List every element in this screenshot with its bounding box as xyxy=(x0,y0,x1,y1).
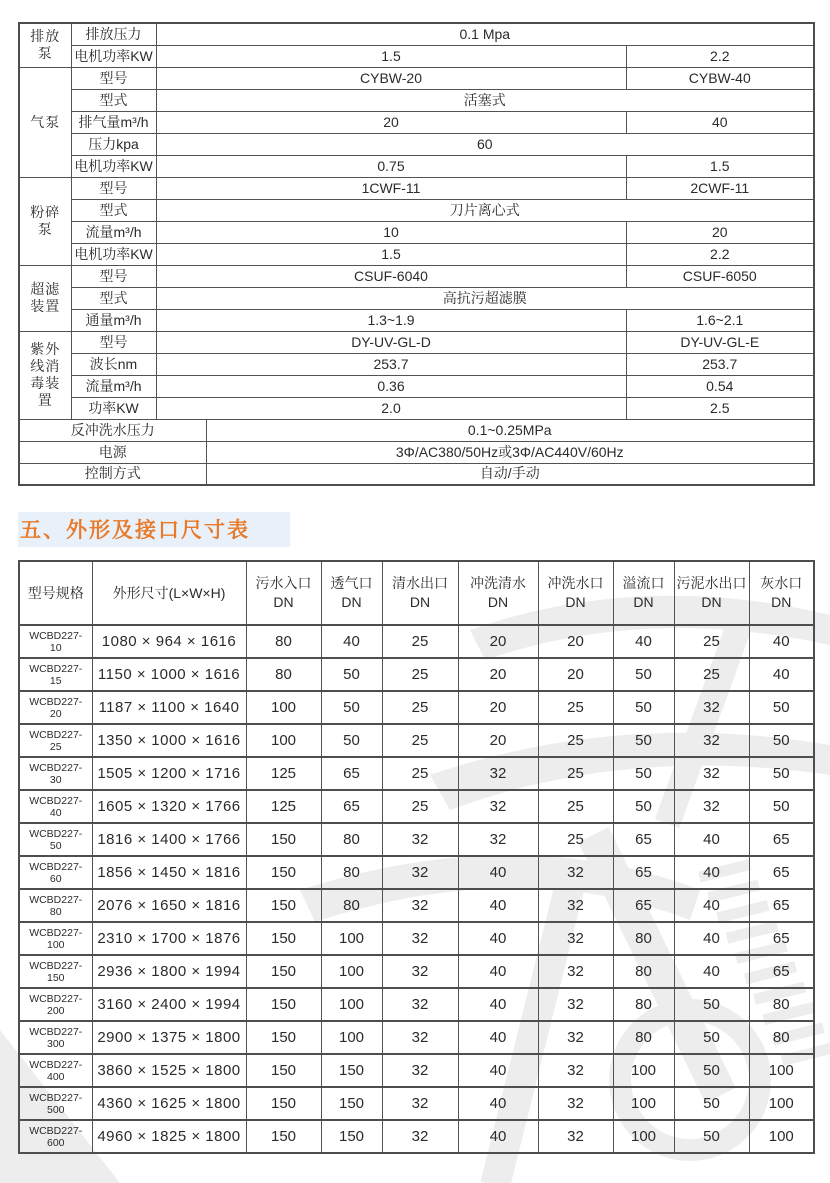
dim-size-cell: 2310 × 1700 × 1876 xyxy=(92,922,246,955)
dim-table-row xyxy=(19,823,814,856)
spec-value: 20 xyxy=(626,221,814,243)
dim-value-cell: 150 xyxy=(246,955,321,988)
dim-value-cell: 40 xyxy=(458,1087,538,1120)
dim-table-row xyxy=(19,757,814,790)
spec-value: 2CWF-11 xyxy=(626,177,814,199)
spec-param-label: 流量m³/h xyxy=(71,221,156,243)
spec-value: 2.2 xyxy=(626,243,814,265)
spec-row xyxy=(19,397,814,419)
dim-value-cell: 20 xyxy=(458,625,538,658)
dim-model-cell: WCBD227- 60 xyxy=(19,856,92,889)
spec-value: 1.5 xyxy=(626,155,814,177)
dim-value-cell: 100 xyxy=(613,1120,674,1153)
dim-value-cell: 100 xyxy=(246,691,321,724)
dim-value-cell: 100 xyxy=(321,955,382,988)
dim-model-cell: WCBD227- 15 xyxy=(19,658,92,691)
dim-model-cell: WCBD227- 40 xyxy=(19,790,92,823)
dim-value-cell: 50 xyxy=(674,1120,749,1153)
dim-model-cell: WCBD227- 300 xyxy=(19,1021,92,1054)
spec-footer-row xyxy=(19,441,814,463)
dim-value-cell: 25 xyxy=(538,757,613,790)
dim-value-cell: 150 xyxy=(246,1087,321,1120)
spec-row xyxy=(19,243,814,265)
dim-value-cell: 100 xyxy=(613,1054,674,1087)
spec-value-full: 0.1 Mpa xyxy=(156,23,814,45)
spec-value: 20 xyxy=(156,111,626,133)
spec-param-label: 压力kpa xyxy=(71,133,156,155)
dim-size-cell: 3860 × 1525 × 1800 xyxy=(92,1054,246,1087)
spec-group-label: 排放泵 xyxy=(19,23,71,67)
dim-value-cell: 65 xyxy=(321,757,382,790)
dim-value-cell: 40 xyxy=(458,1021,538,1054)
dim-value-cell: 40 xyxy=(458,955,538,988)
spec-param-label: 通量m³/h xyxy=(71,309,156,331)
dim-table-row xyxy=(19,955,814,988)
dim-value-cell: 40 xyxy=(458,988,538,1021)
section-title xyxy=(18,512,290,547)
dim-table-row xyxy=(19,658,814,691)
dim-value-cell: 50 xyxy=(321,658,382,691)
dim-value-cell: 25 xyxy=(382,658,458,691)
dim-column-header: 溢流口 DN xyxy=(613,561,674,625)
dim-value-cell: 100 xyxy=(321,988,382,1021)
spec-value-full: 60 xyxy=(156,133,814,155)
spec-value: 253.7 xyxy=(626,353,814,375)
dim-table-row xyxy=(19,1120,814,1153)
spec-param-label: 型式 xyxy=(71,199,156,221)
dim-value-cell: 25 xyxy=(538,724,613,757)
dim-value-cell: 150 xyxy=(246,823,321,856)
dim-value-cell: 125 xyxy=(246,757,321,790)
spec-param-label: 排气量m³/h xyxy=(71,111,156,133)
dim-value-cell: 125 xyxy=(246,790,321,823)
dim-value-cell: 32 xyxy=(458,790,538,823)
spec-param-label: 电机功率KW xyxy=(71,243,156,265)
dim-value-cell: 150 xyxy=(246,922,321,955)
dim-value-cell: 50 xyxy=(613,790,674,823)
dim-value-cell: 32 xyxy=(538,1120,613,1153)
dim-value-cell: 32 xyxy=(674,757,749,790)
spec-param-label: 型号 xyxy=(71,177,156,199)
dim-value-cell: 80 xyxy=(246,625,321,658)
spec-value: 0.54 xyxy=(626,375,814,397)
dim-model-cell: WCBD227- 30 xyxy=(19,757,92,790)
dim-value-cell: 32 xyxy=(538,1087,613,1120)
dim-value-cell: 50 xyxy=(674,1087,749,1120)
dim-value-cell: 40 xyxy=(674,889,749,922)
spec-row xyxy=(19,111,814,133)
dim-value-cell: 25 xyxy=(382,625,458,658)
dim-value-cell: 150 xyxy=(246,856,321,889)
dim-value-cell: 40 xyxy=(458,1054,538,1087)
spec-value: 2.2 xyxy=(626,45,814,67)
dim-model-cell: WCBD227- 400 xyxy=(19,1054,92,1087)
dim-value-cell: 32 xyxy=(382,823,458,856)
dim-size-cell: 1605 × 1320 × 1766 xyxy=(92,790,246,823)
dim-value-cell: 20 xyxy=(458,691,538,724)
spec-value-full: 高抗污超滤膜 xyxy=(156,287,814,309)
dim-value-cell: 20 xyxy=(458,724,538,757)
spec-row xyxy=(19,353,814,375)
spec-value: 2.5 xyxy=(626,397,814,419)
dim-value-cell: 32 xyxy=(538,889,613,922)
dim-model-cell: WCBD227- 25 xyxy=(19,724,92,757)
spec-row xyxy=(19,309,814,331)
dim-value-cell: 65 xyxy=(749,823,814,856)
spec-value: 1.5 xyxy=(156,243,626,265)
spec-row xyxy=(19,265,814,287)
dim-value-cell: 150 xyxy=(246,1120,321,1153)
spec-param-label: 流量m³/h xyxy=(71,375,156,397)
dim-model-cell: WCBD227- 150 xyxy=(19,955,92,988)
dim-value-cell: 100 xyxy=(749,1120,814,1153)
spec-value: 1.5 xyxy=(156,45,626,67)
spec-row xyxy=(19,45,814,67)
dim-value-cell: 25 xyxy=(674,658,749,691)
dim-value-cell: 40 xyxy=(613,625,674,658)
dim-size-cell: 1856 × 1450 × 1816 xyxy=(92,856,246,889)
dim-value-cell: 65 xyxy=(613,823,674,856)
dim-value-cell: 40 xyxy=(458,889,538,922)
dim-value-cell: 50 xyxy=(321,691,382,724)
spec-footer-label: 电源 xyxy=(19,441,206,463)
dim-value-cell: 50 xyxy=(749,757,814,790)
dim-table-row xyxy=(19,988,814,1021)
dim-value-cell: 50 xyxy=(613,658,674,691)
dim-value-cell: 50 xyxy=(321,724,382,757)
equipment-spec-table xyxy=(18,22,815,486)
dim-column-header: 清水出口 DN xyxy=(382,561,458,625)
dim-value-cell: 32 xyxy=(538,955,613,988)
dimension-table xyxy=(18,560,815,1154)
dim-table-row xyxy=(19,856,814,889)
dim-value-cell: 100 xyxy=(246,724,321,757)
dim-value-cell: 25 xyxy=(382,790,458,823)
spec-value: 10 xyxy=(156,221,626,243)
dim-value-cell: 50 xyxy=(674,1021,749,1054)
dim-size-cell: 1150 × 1000 × 1616 xyxy=(92,658,246,691)
spec-row xyxy=(19,23,814,45)
dim-value-cell: 32 xyxy=(458,823,538,856)
dim-model-cell: WCBD227- 200 xyxy=(19,988,92,1021)
spec-value: CSUF-6050 xyxy=(626,265,814,287)
dim-value-cell: 25 xyxy=(382,691,458,724)
spec-group-label: 气泵 xyxy=(19,67,71,177)
dim-value-cell: 32 xyxy=(538,1054,613,1087)
spec-value: 253.7 xyxy=(156,353,626,375)
dim-column-header: 冲洗清水 DN xyxy=(458,561,538,625)
dim-table-row xyxy=(19,1021,814,1054)
dim-model-cell: WCBD227- 500 xyxy=(19,1087,92,1120)
dim-value-cell: 100 xyxy=(613,1087,674,1120)
dim-value-cell: 150 xyxy=(246,889,321,922)
dim-column-header: 污泥水出口 DN xyxy=(674,561,749,625)
dim-size-cell: 2900 × 1375 × 1800 xyxy=(92,1021,246,1054)
dim-value-cell: 65 xyxy=(613,856,674,889)
dim-value-cell: 65 xyxy=(321,790,382,823)
spec-group-label: 超滤装置 xyxy=(19,265,71,331)
dim-value-cell: 150 xyxy=(246,1054,321,1087)
dim-value-cell: 80 xyxy=(613,1021,674,1054)
dim-value-cell: 80 xyxy=(613,922,674,955)
dim-value-cell: 100 xyxy=(749,1087,814,1120)
spec-value: 0.36 xyxy=(156,375,626,397)
dim-value-cell: 32 xyxy=(458,757,538,790)
dim-value-cell: 40 xyxy=(674,856,749,889)
dim-value-cell: 150 xyxy=(321,1120,382,1153)
spec-param-label: 电机功率KW xyxy=(71,45,156,67)
spec-footer-value: 3Φ/AC380/50Hz或3Φ/AC440V/60Hz xyxy=(206,441,814,463)
spec-param-label: 型号 xyxy=(71,331,156,353)
spec-row xyxy=(19,155,814,177)
dim-value-cell: 40 xyxy=(749,658,814,691)
dim-value-cell: 50 xyxy=(674,988,749,1021)
dim-column-header: 透气口 DN xyxy=(321,561,382,625)
spec-footer-label: 控制方式 xyxy=(19,463,206,485)
dim-value-cell: 40 xyxy=(458,1120,538,1153)
spec-param-label: 型号 xyxy=(71,265,156,287)
spec-row xyxy=(19,221,814,243)
dim-table-row xyxy=(19,724,814,757)
dim-value-cell: 65 xyxy=(613,889,674,922)
dim-value-cell: 32 xyxy=(674,724,749,757)
spec-value: CSUF-6040 xyxy=(156,265,626,287)
spec-value: DY-UV-GL-E xyxy=(626,331,814,353)
dim-value-cell: 65 xyxy=(749,856,814,889)
spec-param-label: 电机功率KW xyxy=(71,155,156,177)
dim-model-cell: WCBD227- 20 xyxy=(19,691,92,724)
dim-value-cell: 100 xyxy=(749,1054,814,1087)
dim-table-row xyxy=(19,889,814,922)
dim-value-cell: 32 xyxy=(382,856,458,889)
dim-value-cell: 25 xyxy=(382,757,458,790)
spec-footer-label: 反冲洗水压力 xyxy=(19,419,206,441)
dim-value-cell: 50 xyxy=(613,724,674,757)
dim-table-row xyxy=(19,1054,814,1087)
dim-column-header: 外形尺寸(L×W×H) xyxy=(92,561,246,625)
dim-value-cell: 65 xyxy=(749,955,814,988)
dim-value-cell: 32 xyxy=(382,1087,458,1120)
dim-value-cell: 50 xyxy=(749,691,814,724)
spec-row xyxy=(19,177,814,199)
section-title-text: 五、外形及接口尺寸表 xyxy=(18,512,290,547)
dim-size-cell: 4360 × 1625 × 1800 xyxy=(92,1087,246,1120)
dim-model-cell: WCBD227- 80 xyxy=(19,889,92,922)
dim-value-cell: 32 xyxy=(674,790,749,823)
dim-value-cell: 40 xyxy=(321,625,382,658)
dim-value-cell: 40 xyxy=(674,823,749,856)
spec-value: 1CWF-11 xyxy=(156,177,626,199)
dim-value-cell: 32 xyxy=(382,988,458,1021)
dim-size-cell: 2076 × 1650 × 1816 xyxy=(92,889,246,922)
dim-column-header: 污水入口 DN xyxy=(246,561,321,625)
dim-value-cell: 32 xyxy=(382,922,458,955)
dim-value-cell: 40 xyxy=(458,856,538,889)
dim-value-cell: 65 xyxy=(749,889,814,922)
spec-value: 1.3~1.9 xyxy=(156,309,626,331)
dim-size-cell: 1080 × 964 × 1616 xyxy=(92,625,246,658)
spec-value: 2.0 xyxy=(156,397,626,419)
spec-value-full: 活塞式 xyxy=(156,89,814,111)
dim-value-cell: 80 xyxy=(613,955,674,988)
spec-value: 1.6~2.1 xyxy=(626,309,814,331)
dim-value-cell: 32 xyxy=(382,889,458,922)
spec-param-label: 型式 xyxy=(71,287,156,309)
dim-column-header: 型号规格 xyxy=(19,561,92,625)
dim-value-cell: 100 xyxy=(321,922,382,955)
dim-value-cell: 32 xyxy=(674,691,749,724)
spec-row xyxy=(19,133,814,155)
dim-value-cell: 40 xyxy=(458,922,538,955)
dim-model-cell: WCBD227- 50 xyxy=(19,823,92,856)
dim-value-cell: 150 xyxy=(246,1021,321,1054)
dim-value-cell: 25 xyxy=(538,691,613,724)
spec-footer-row xyxy=(19,419,814,441)
dim-value-cell: 80 xyxy=(613,988,674,1021)
dim-value-cell: 50 xyxy=(613,757,674,790)
spec-group-label: 粉碎泵 xyxy=(19,177,71,265)
dim-value-cell: 32 xyxy=(382,1054,458,1087)
dim-value-cell: 100 xyxy=(321,1021,382,1054)
spec-param-label: 型式 xyxy=(71,89,156,111)
spec-param-label: 型号 xyxy=(71,67,156,89)
dim-value-cell: 40 xyxy=(674,955,749,988)
dim-value-cell: 50 xyxy=(749,790,814,823)
dim-table-row xyxy=(19,625,814,658)
dim-size-cell: 1505 × 1200 × 1716 xyxy=(92,757,246,790)
dim-value-cell: 32 xyxy=(538,922,613,955)
dim-value-cell: 80 xyxy=(246,658,321,691)
spec-value-full: 刀片离心式 xyxy=(156,199,814,221)
dim-value-cell: 50 xyxy=(749,724,814,757)
dim-value-cell: 40 xyxy=(749,625,814,658)
dim-value-cell: 25 xyxy=(674,625,749,658)
dim-value-cell: 150 xyxy=(321,1087,382,1120)
dim-column-header: 冲洗水口 DN xyxy=(538,561,613,625)
dim-value-cell: 32 xyxy=(538,1021,613,1054)
spec-value: CYBW-20 xyxy=(156,67,626,89)
dim-column-header: 灰水口 DN xyxy=(749,561,814,625)
dim-value-cell: 65 xyxy=(749,922,814,955)
dim-value-cell: 32 xyxy=(538,856,613,889)
dim-value-cell: 25 xyxy=(538,790,613,823)
dim-value-cell: 80 xyxy=(749,1021,814,1054)
dim-value-cell: 25 xyxy=(382,724,458,757)
spec-row xyxy=(19,375,814,397)
dim-value-cell: 20 xyxy=(538,658,613,691)
dim-size-cell: 2936 × 1800 × 1994 xyxy=(92,955,246,988)
spec-row xyxy=(19,287,814,309)
dim-value-cell: 50 xyxy=(613,691,674,724)
dim-value-cell: 80 xyxy=(321,889,382,922)
spec-value: CYBW-40 xyxy=(626,67,814,89)
spec-value: 40 xyxy=(626,111,814,133)
dim-header-row xyxy=(19,561,814,625)
dim-value-cell: 80 xyxy=(749,988,814,1021)
dim-size-cell: 1350 × 1000 × 1616 xyxy=(92,724,246,757)
spec-row xyxy=(19,331,814,353)
spec-param-label: 波长nm xyxy=(71,353,156,375)
dim-size-cell: 3160 × 2400 × 1994 xyxy=(92,988,246,1021)
dim-value-cell: 20 xyxy=(538,625,613,658)
spec-value: 0.75 xyxy=(156,155,626,177)
dim-value-cell: 80 xyxy=(321,856,382,889)
spec-footer-value: 0.1~0.25MPa xyxy=(206,419,814,441)
spec-footer-row xyxy=(19,463,814,485)
spec-param-label: 功率KW xyxy=(71,397,156,419)
dim-table-row xyxy=(19,790,814,823)
dim-value-cell: 20 xyxy=(458,658,538,691)
dim-model-cell: WCBD227- 100 xyxy=(19,922,92,955)
dim-value-cell: 32 xyxy=(382,955,458,988)
spec-footer-value: 自动/手动 xyxy=(206,463,814,485)
dim-model-cell: WCBD227- 600 xyxy=(19,1120,92,1153)
dim-value-cell: 150 xyxy=(246,988,321,1021)
dim-table-row xyxy=(19,922,814,955)
spec-value: DY-UV-GL-D xyxy=(156,331,626,353)
dim-value-cell: 150 xyxy=(321,1054,382,1087)
dim-size-cell: 1816 × 1400 × 1766 xyxy=(92,823,246,856)
spec-row xyxy=(19,199,814,221)
dim-value-cell: 40 xyxy=(674,922,749,955)
spec-group-label: 紫外线消毒装置 xyxy=(19,331,71,419)
dim-value-cell: 32 xyxy=(382,1021,458,1054)
spec-row xyxy=(19,67,814,89)
dim-value-cell: 32 xyxy=(382,1120,458,1153)
dim-size-cell: 1187 × 1100 × 1640 xyxy=(92,691,246,724)
dim-size-cell: 4960 × 1825 × 1800 xyxy=(92,1120,246,1153)
dim-table-row xyxy=(19,691,814,724)
dim-table-row xyxy=(19,1087,814,1120)
dim-value-cell: 32 xyxy=(538,988,613,1021)
dim-value-cell: 25 xyxy=(538,823,613,856)
dim-value-cell: 80 xyxy=(321,823,382,856)
spec-param-label: 排放压力 xyxy=(71,23,156,45)
dim-model-cell: WCBD227- 10 xyxy=(19,625,92,658)
dim-value-cell: 50 xyxy=(674,1054,749,1087)
spec-row xyxy=(19,89,814,111)
